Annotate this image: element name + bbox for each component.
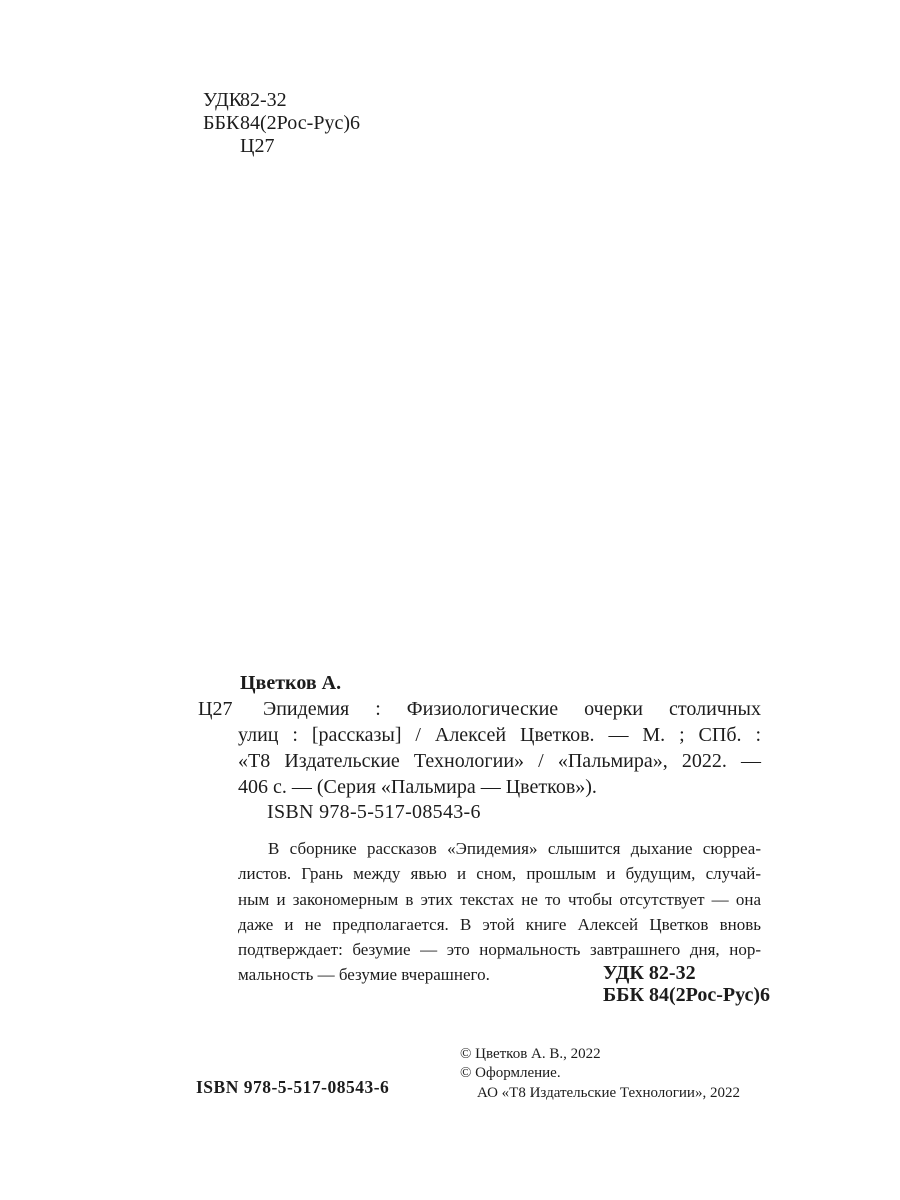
catalog-line: «Т8 Издательские Технологии» / «Пальмира», 2022. — (238, 750, 761, 772)
udk-value: 82-32 (240, 89, 287, 111)
annotation-line: листов. Грань между явью и сном, прошлым и будущим, случай- (238, 864, 761, 884)
udk-row (203, 89, 360, 112)
catalog-entry-code: Ц27 (198, 698, 233, 720)
bbk-bottom: ББК 84(2Рос-Рус)6 (603, 984, 771, 1006)
annotation-line: мальность — безумие вчерашнего. (238, 965, 490, 985)
bbk-row (203, 112, 360, 135)
udk-bottom: УДК 82-32 (603, 962, 696, 984)
udk-label: УДК (203, 89, 243, 111)
catalog-author: Цветков А. (240, 672, 342, 694)
annotation-line: В сборнике рассказов «Эпидемия» слышится дыхание сюрреа- (268, 839, 761, 858)
annotation-line: подтверждает: безумие — это нормальность завтрашнего дня, нор- (238, 940, 761, 960)
author-sign-value: Ц27 (240, 135, 275, 157)
isbn-catalog: ISBN 978-5-517-08543-6 (267, 801, 481, 823)
copyright-block (460, 1045, 740, 1103)
bbk-value: 84(2Рос-Рус)6 (240, 112, 360, 134)
catalog-card-paragraph (198, 696, 761, 800)
top-classification-block (203, 89, 360, 158)
bottom-classification-block (603, 962, 770, 1006)
bbk-label: ББК (203, 112, 240, 134)
copyright-publisher: АО «Т8 Издательские Технологии», 2022 (477, 1084, 740, 1101)
copyright-author: © Цветков А. В., 2022 (460, 1046, 601, 1062)
annotation-line: даже и не предполагается. В этой книге Алексей Цветков вновь (238, 914, 761, 934)
author-sign-row (203, 135, 360, 158)
catalog-line: Эпидемия : Физиологические очерки столичных (263, 698, 761, 720)
isbn-bottom: ISBN 978-5-517-08543-6 (196, 1077, 390, 1097)
catalog-line: улиц : [рассказы] / Алексей Цветков. — М. ; СПб. : (238, 724, 761, 746)
copyright-design: © Оформление. (460, 1065, 561, 1082)
catalog-line: 406 с. — (Серия «Пальмира — Цветков»). (238, 776, 597, 798)
annotation-line: ным и закономерным в этих текстах не то чтобы отсутствует — она (238, 889, 761, 909)
